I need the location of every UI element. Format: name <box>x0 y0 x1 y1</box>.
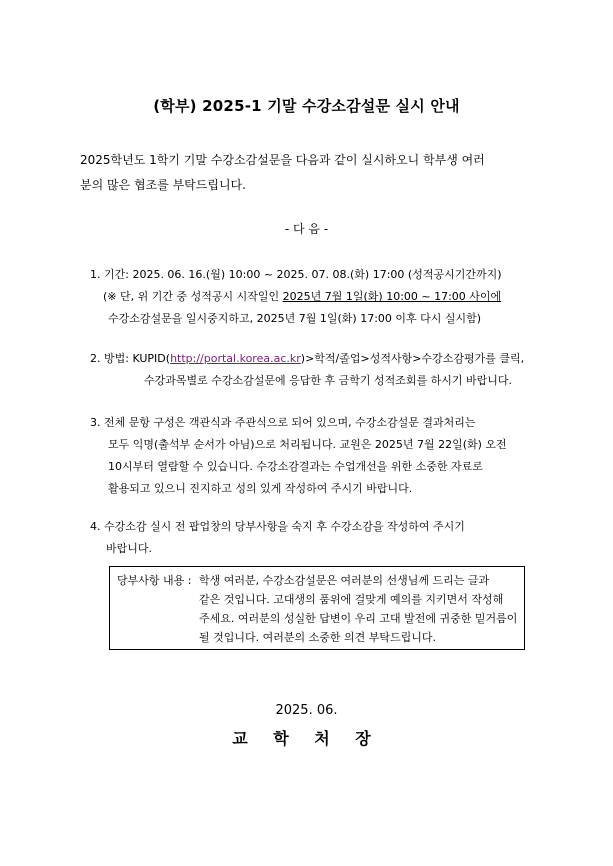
item3-line2: 모두 익명(출석부 순서가 아님)으로 처리됩니다. 교원은 2025년 7월 22일(화) 오전 <box>108 438 507 451</box>
notice-label: 당부사항 내용 : <box>117 574 192 587</box>
item3-line1: 3. 전체 문항 구성은 객관식과 주관식으로 되어 있으며, 수강소감설문 결과처리는 <box>90 416 476 429</box>
intro-line-2: 분의 많은 협조를 부탁드립니다. <box>80 178 246 192</box>
portal-link[interactable]: http://portal.korea.ac.kr <box>170 352 301 365</box>
subheading: - 다 음 - <box>284 222 329 236</box>
item4-line1: 4. 수강소감 실시 전 팝업창의 당부사항을 숙지 후 수강소감을 작성하여 주시기 <box>90 520 465 533</box>
item1-line3: 수강소감설문을 일시중지하고, 2025년 7월 1일(화) 17:00 이후 다시 실시함) <box>108 312 482 325</box>
notice-box <box>109 566 525 650</box>
item2-text-pre: 2. 방법: KUPID( <box>90 352 171 365</box>
item2-line2: 수강과목별로 수강소감설문에 응답한 후 금학기 성적조회를 하시기 바랍니다. <box>144 374 513 387</box>
item2-text-post: )>학적/졸업>성적사항>수강소감평가를 클릭, <box>300 352 525 365</box>
notice-line-1: 학생 여러분, 수강소감설문은 여러분의 선생님께 드리는 글과 <box>199 574 490 587</box>
item1-line2-text: (※ 단, 위 기간 중 성적공시 시작일인 <box>103 290 283 303</box>
issuer-signature: 교 학 처 장 <box>232 729 381 748</box>
item1-line2 <box>103 288 501 304</box>
document-date: 2025. 06. <box>275 703 338 718</box>
item1-line2-underlined: 2025년 7월 1일(화) 10:00 ~ 17:00 사이에 <box>282 290 502 303</box>
item4-line2: 바랍니다. <box>106 542 153 555</box>
notice-line-3: 주세요. 여러분의 성실한 답변이 우리 고대 발전에 귀중한 밑거름이 <box>199 612 518 625</box>
item1-line1: 1. 기간: 2025. 06. 16.(월) 10:00 ~ 2025. 07. 08.(화) 17:00 (성적공시기간까지) <box>90 268 502 281</box>
intro-line-1: 2025학년도 1학기 기말 수강소감설문을 다음과 같이 실시하오니 학부생 여러 <box>80 153 485 167</box>
notice-line-2: 같은 것입니다. 고대생의 품위에 걸맞게 예의를 지키면서 작성해 <box>199 593 504 606</box>
item3-line3: 10시부터 열람할 수 있습니다. 수강소감결과는 수업개선을 위한 소중한 자료로 <box>108 460 483 473</box>
notice-line-4: 될 것입니다. 여러분의 소중한 의견 부탁드립니다. <box>199 631 436 644</box>
item3-line4: 활용되고 있으니 진지하고 성의 있게 작성하여 주시기 바랍니다. <box>108 482 413 495</box>
item2-line1 <box>90 350 524 366</box>
document-title: (학부) 2025-1 기말 수강소감설문 실시 안내 <box>153 97 460 115</box>
